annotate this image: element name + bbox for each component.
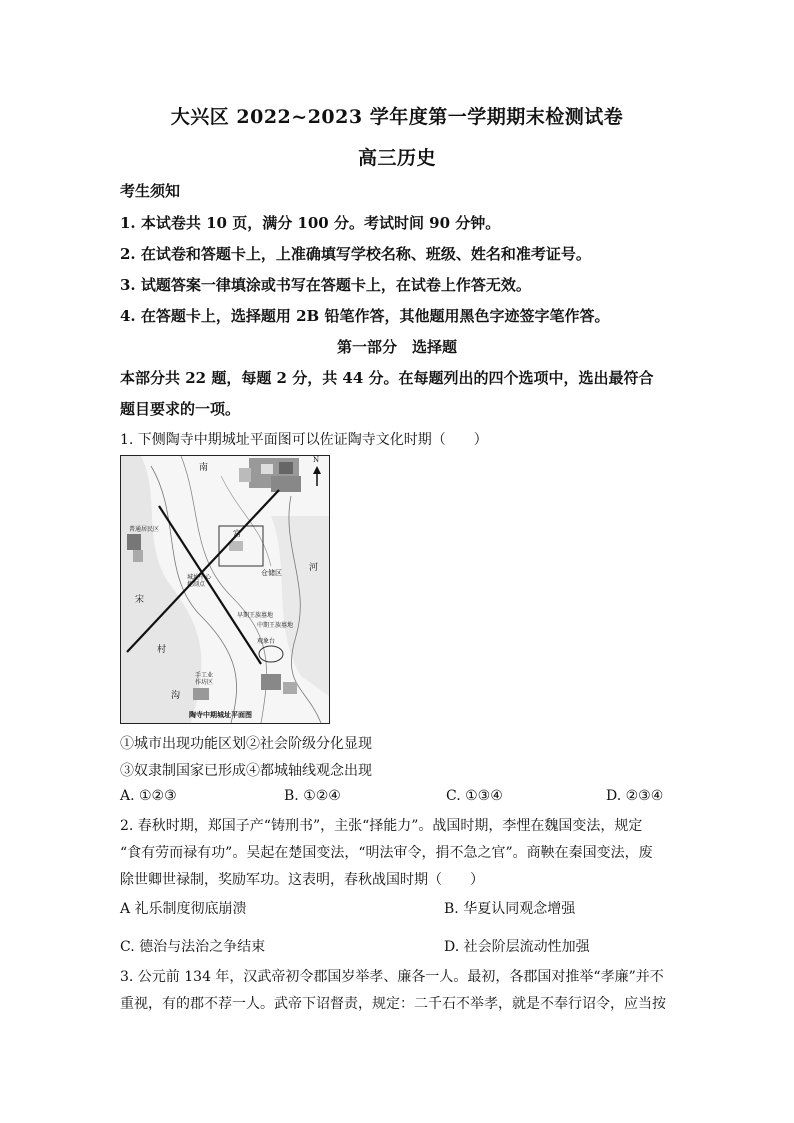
map-label-river: 河	[309, 563, 319, 573]
map-label-south: 南	[199, 463, 209, 473]
map-label-gully: 沟	[171, 691, 181, 701]
taosi-site-map	[120, 455, 330, 724]
map-label-village: 村	[157, 645, 167, 655]
q2-option-d: D. 社会阶层流动性加强	[444, 939, 590, 955]
q3-stem: 重视，有的郡不荐一人。武帝下诏督责，规定：二千石不举孝，就是不奉行诏令，应当按	[120, 996, 666, 1012]
q1-option-d: D. ②③④	[606, 788, 664, 804]
q2-option-b: B. 华夏认同观念增强	[444, 901, 576, 917]
map-label-song: 宋	[135, 595, 145, 605]
q2-option-c: C. 德治与法治之争结束	[120, 939, 266, 955]
q3-stem: 3. 公元前 134 年，汉武帝初令郡国岁举孝、廉各一人。最初，各郡国对推举“孝廉”并不	[120, 969, 664, 985]
q2-stem: 2. 春秋时期，郑国子产“铸刑书”，主张“择能力”。战国时期，李悝在魏国变法，规定	[120, 818, 643, 834]
q1-stem: 1. 下侧陶寺中期城址平面图可以佐证陶寺文化时期（ ）	[120, 432, 488, 448]
notice-item: 2. 在试卷和答题卡上，上准确填写学校名称、班级、姓名和准考证号。	[120, 245, 591, 263]
map-north-label: N	[313, 456, 320, 464]
map-label-residential: 普通居民区	[129, 526, 160, 533]
map-drawing	[121, 456, 329, 723]
map-label-observatory: 观象台	[257, 638, 276, 645]
part1-heading: 第一部分 选择题	[336, 338, 457, 356]
exam-title: 大兴区 2022~2023 学年度第一学期期末检测试卷	[170, 106, 624, 128]
q1-option-c: C. ①③④	[446, 788, 503, 804]
notice-heading: 考生须知	[120, 182, 181, 200]
map-label-workshop: 手工业 作坊区	[195, 672, 214, 686]
map-label-early-tomb: 早期王族墓地	[237, 612, 274, 619]
q1-option-a: A. ①②③	[120, 788, 177, 804]
exam-subject: 高三历史	[357, 147, 436, 169]
map-caption: 陶寺中期城址平面图	[189, 710, 252, 719]
map-label-center: 城址中心 控制点	[187, 574, 212, 588]
notice-item: 4. 在答题卡上，选择题用 2B 铅笔作答，其他题用黑色字迹签字笔作答。	[120, 307, 610, 325]
notice-item: 3. 试题答案一律填涂或书写在答题卡上，在试卷上作答无效。	[120, 276, 531, 294]
q1-statements: ①城市出现功能区划②社会阶级分化显现	[120, 736, 372, 752]
q2-stem: “食有劳而禄有功”。吴起在楚国变法，“明法审令，捐不急之官”。商鞅在秦国变法，废	[120, 845, 653, 861]
notice-item: 1. 本试卷共 10 页，满分 100 分。考试时间 90 分钟。	[120, 214, 501, 232]
q2-stem: 除世卿世禄制，奖励军功。这表明，春秋战国时期（ ）	[120, 872, 484, 888]
q1-option-b: B. ①②④	[284, 788, 341, 804]
q1-statements: ③奴隶制国家已形成④都城轴线观念出现	[120, 763, 372, 779]
part1-instruction: 本部分共 22 题，每题 2 分，共 44 分。在每题列出的四个选项中，选出最符合	[120, 369, 654, 387]
map-label-storage: 仓储区	[261, 569, 282, 577]
q2-option-a: A 礼乐制度彻底崩溃	[120, 901, 247, 917]
map-label-palace: 宫	[233, 529, 241, 538]
part1-instruction: 题目要求的一项。	[120, 400, 241, 418]
map-label-mid-tomb: 中期王族墓地	[257, 622, 294, 629]
